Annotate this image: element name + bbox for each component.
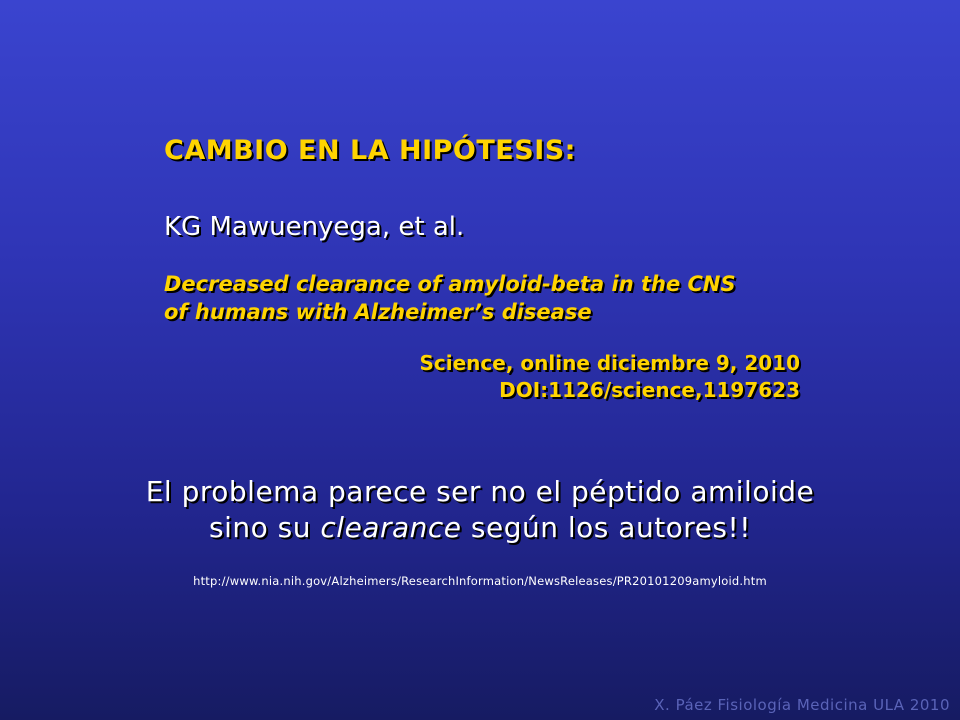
statement-line-1: El problema parece ser no el péptido amiloide — [145, 475, 815, 508]
slide-title: CAMBIO EN LA HIPÓTESIS: — [164, 135, 576, 166]
slide-footer: X. Páez Fisiología Medicina ULA 2010 — [654, 696, 950, 714]
source-url[interactable]: http://www.nia.nih.gov/Alzheimers/ResearchInformation/NewsReleases/PR20101209amyloid.htm — [193, 574, 767, 588]
statement-line-2 — [0, 510, 960, 546]
main-statement — [0, 474, 960, 546]
paper-title — [164, 270, 804, 326]
statement-emphasis: clearance — [320, 511, 462, 544]
statement-line-2-start: sino su — [209, 511, 321, 544]
journal-line-1: Science, online diciembre 9, 2010 — [419, 351, 800, 375]
paper-title-line-2: of humans with Alzheimer’s disease — [164, 300, 592, 324]
paper-authors: KG Mawuenyega, et al. — [164, 212, 465, 242]
journal-doi: DOI:1126/science,1197623 — [499, 378, 800, 402]
statement-line-2-end: según los autores!! — [461, 511, 751, 544]
paper-title-line-1: Decreased clearance of amyloid-beta in the CNS — [164, 272, 736, 296]
journal-citation — [420, 350, 801, 404]
